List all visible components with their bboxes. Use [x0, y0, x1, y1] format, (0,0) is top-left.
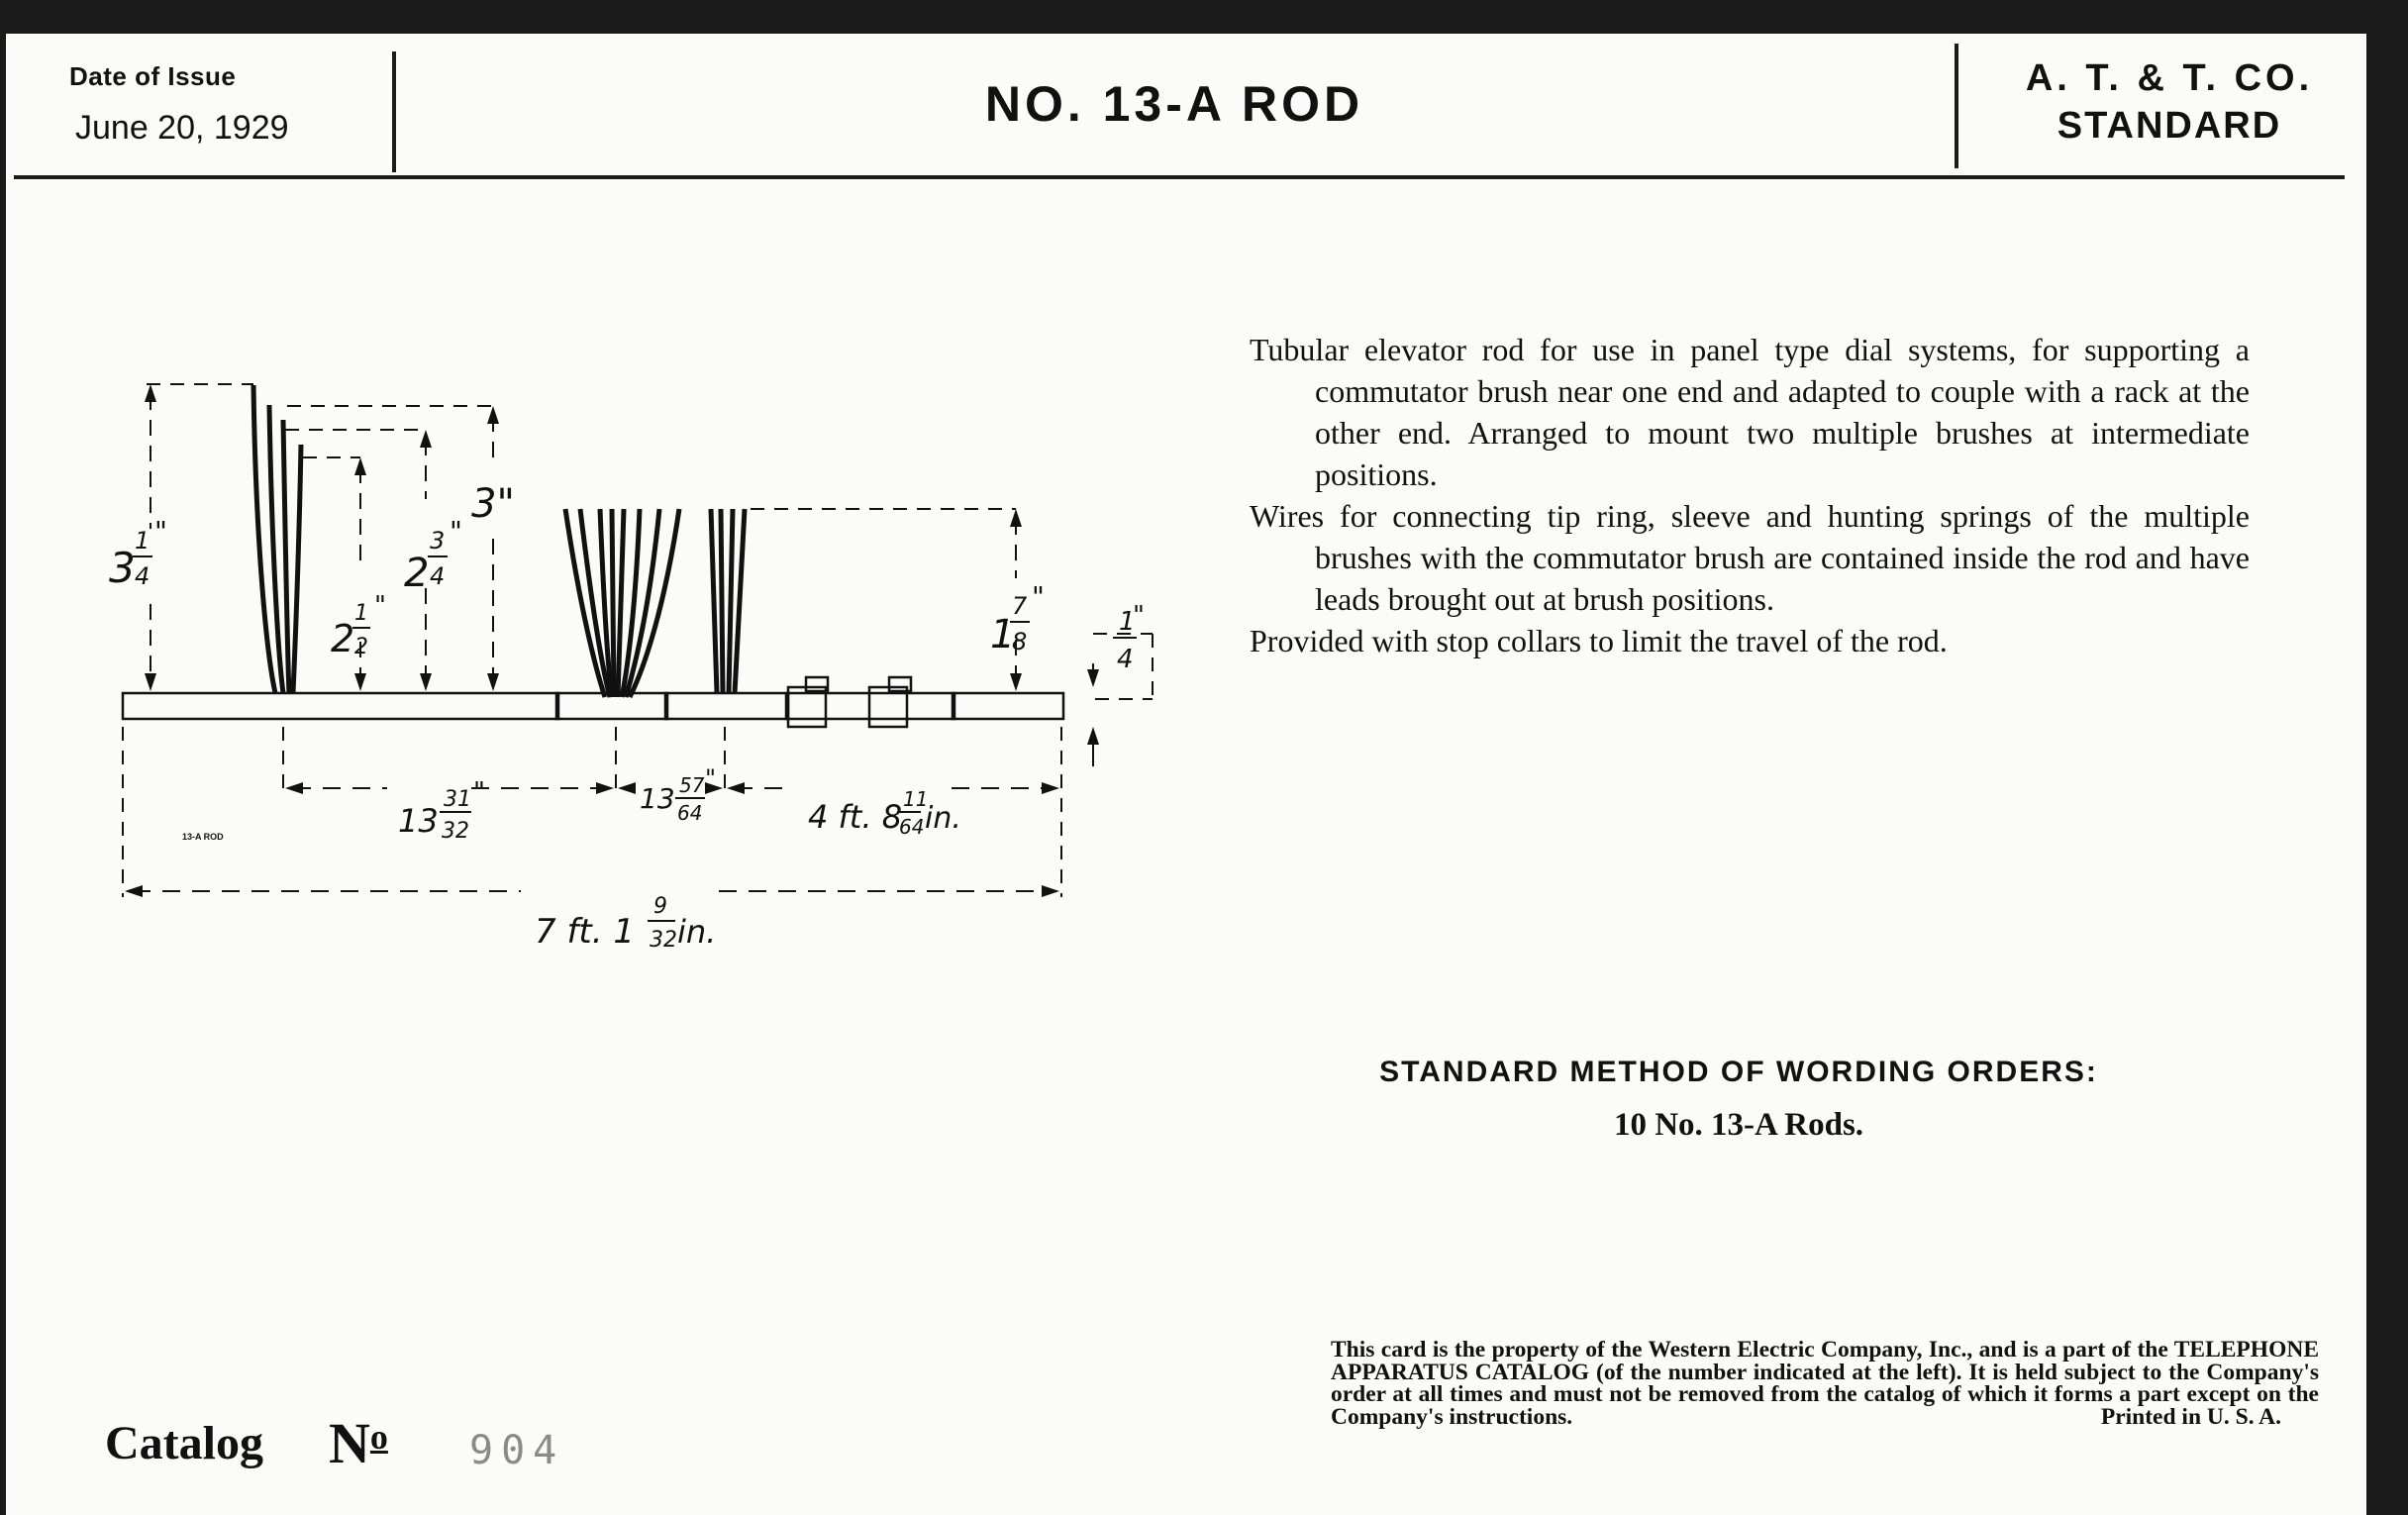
catalog-number-sign: $N^o$ [329, 1411, 388, 1475]
commutator-brush-wires [253, 385, 301, 693]
header-divider-right [1955, 44, 1958, 168]
svg-text:4: 4 [135, 562, 150, 590]
svg-text:3: 3 [109, 544, 136, 592]
org-standard: STANDARD [2057, 105, 2282, 147]
svg-text:32: 32 [650, 928, 677, 953]
property-notice [1331, 1339, 2319, 1428]
rod-diagram [6, 34, 1214, 984]
printed-in-usa: Printed in U. S. A. [2100, 1403, 2281, 1430]
svg-text:1: 1 [990, 612, 1016, 657]
description-paragraph: Provided with stop collars to limit the travel of the rod. [1250, 623, 1948, 658]
svg-text:7 ft. 1: 7 ft. 1 [535, 912, 635, 952]
dim-label-3-1-4 [109, 515, 167, 592]
svg-text:3: 3 [430, 527, 446, 555]
svg-text:31: 31 [444, 787, 471, 812]
catalog-card [6, 34, 2366, 1515]
collar-screw-icon [806, 677, 828, 691]
dim-label-2-3-4 [404, 515, 462, 596]
org-name: A. T. & T. CO. [2025, 57, 2314, 99]
svg-text:9: 9 [653, 894, 667, 919]
svg-text:": " [450, 515, 462, 548]
multiple-brush-wires-2 [711, 509, 745, 693]
svg-text:in.: in. [677, 913, 717, 951]
ordering-example: 10 No. 13-A Rods. [1613, 1107, 1864, 1143]
svg-text:57: 57 [679, 773, 705, 797]
dim-label-1-7-8 [990, 580, 1045, 657]
rod-segment-3 [665, 693, 788, 719]
svg-text:1: 1 [135, 527, 150, 555]
rod-segment-1 [123, 693, 558, 719]
date-of-issue-value: June 20, 1929 [75, 109, 289, 147]
notice-text: This card is the property of the Western Electric Company, Inc., and is a part of the TELEPHONE APPARATUS CATALOG (of the number indicated at the left). It is held subject to the Company's order at all times and must not be removed from the catalog of which it forms a part except on the Company's instructions. [1331, 1337, 2319, 1430]
multiple-brush-wires-1 [565, 509, 679, 697]
svg-text:2: 2 [354, 635, 368, 659]
description-paragraph: Tubular elevator rod for use in panel type dial systems, for supporting a commutator brush near one end and adapted to couple with a rack at the other end. Arranged to mount two multiple brushes at intermediate positions. [1250, 332, 2250, 492]
svg-text:64: 64 [677, 801, 703, 825]
svg-text:13: 13 [398, 802, 439, 840]
svg-text:": " [1032, 580, 1045, 613]
date-of-issue-label: Date of Issue [69, 61, 237, 91]
svg-text:2: 2 [404, 551, 430, 596]
svg-text:8: 8 [1012, 628, 1028, 656]
svg-text:": " [1133, 601, 1145, 631]
dim-label-7ft-1-9-32 [535, 894, 716, 953]
svg-text:": " [374, 591, 386, 621]
svg-text:4 ft. 8: 4 ft. 8 [808, 798, 903, 836]
rod-segment-5 [953, 693, 1063, 719]
dim-label-3 [471, 481, 515, 527]
description-paragraph: Wires for connecting tip ring, sleeve and hunting springs of the multiple brushes with the commutator brush are contained inside the rod and have leads brought out at brush positions. [1250, 498, 2250, 617]
product-description [1250, 329, 2250, 661]
svg-text:": " [154, 515, 167, 548]
diagram-caption: 13-A ROD [182, 832, 224, 842]
page-title: NO. 13-A ROD [984, 76, 1364, 132]
svg-text:": " [473, 777, 485, 807]
svg-text:1: 1 [1119, 607, 1136, 637]
svg-text:11: 11 [903, 787, 929, 811]
dim-label-1-4 [1113, 601, 1145, 674]
svg-text:4: 4 [1117, 645, 1134, 674]
svg-text:13: 13 [640, 782, 675, 815]
dim-label-13-57-64 [640, 764, 716, 825]
svg-text:7: 7 [1012, 592, 1028, 620]
dim-label-2-1-2 [331, 591, 386, 660]
catalog-label: Catalog [105, 1417, 263, 1469]
svg-text:1: 1 [354, 601, 368, 626]
catalog-number: 904 [469, 1428, 565, 1473]
dim-label-4ft-8-11-64 [808, 787, 961, 839]
svg-text:32: 32 [442, 819, 469, 844]
svg-text:2: 2 [331, 617, 355, 660]
svg-text:in.: in. [925, 801, 961, 836]
svg-text:": " [705, 764, 717, 792]
ordering-method-title: STANDARD METHOD OF WORDING ORDERS: [1379, 1056, 2098, 1088]
svg-text:64: 64 [899, 815, 925, 839]
svg-text:3": 3" [471, 481, 515, 527]
svg-text:4: 4 [430, 562, 446, 590]
